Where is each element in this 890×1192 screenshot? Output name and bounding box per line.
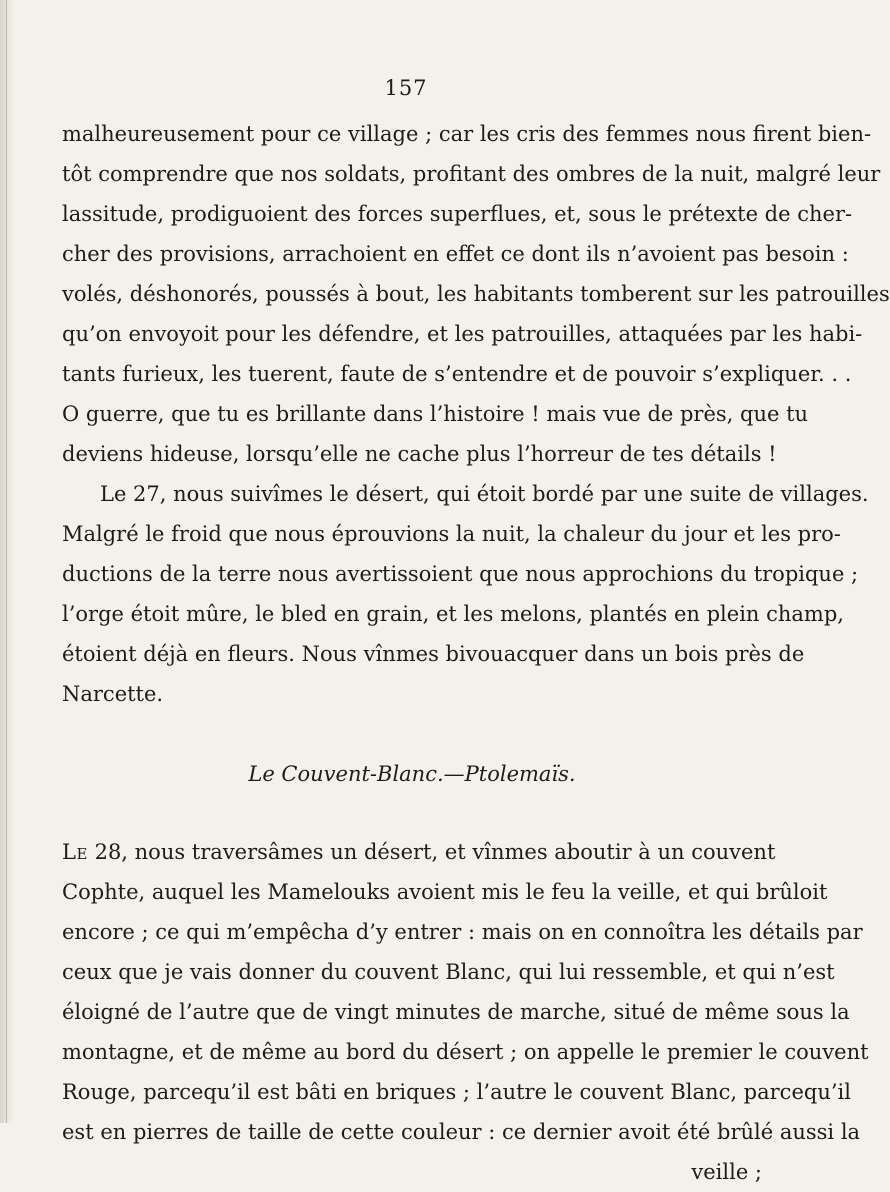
first-line-text: 28, nous traversâmes un désert, et vînmes aboutir à un couvent [87, 840, 776, 864]
text-line: qu’on envoyoit pour les défendre, et les patrouilles, attaquées par les habi- [62, 322, 863, 346]
page-body [62, 114, 890, 1192]
text-line: ductions de la terre nous avertissoient que nous approchions du tropique ; [62, 562, 859, 586]
text-line: tants furieux, les tuerent, faute de s’entendre et de pouvoir s’expliquer. . . [62, 362, 852, 386]
text-line: tôt comprendre que nos soldats, profitant des ombres de la nuit, malgré leur [62, 162, 881, 186]
paragraph-28 [62, 832, 869, 1192]
catchword: veille ; [691, 1160, 762, 1184]
paragraph-continuation [62, 114, 890, 474]
text-line: O guerre, que tu es brillante dans l’histoire ! mais vue de près, que tu [62, 402, 809, 426]
text-line: Narcette. [62, 682, 164, 706]
text-line [62, 832, 776, 872]
text-line: éloigné de l’autre que de vingt minutes de marche, situé de même sous la [62, 1000, 850, 1024]
text-line: cher des provisions, arrachoient en effet ce dont ils n’avoient pas besoin : [62, 242, 849, 266]
text-line: Cophte, auquel les Mamelouks avoient mis le feu la veille, et qui brûloit [62, 880, 828, 904]
text-line: ceux que je vais donner du couvent Blanc, qui lui ressemble, et qui n’est [62, 960, 835, 984]
text-line: deviens hideuse, lorsqu’elle ne cache plus l’horreur de tes détails ! [62, 442, 777, 466]
binding-gutter [0, 0, 14, 1123]
text-line: lassitude, prodiguoient des forces superflues, et, sous le prétexte de cher- [62, 202, 853, 226]
text-line: Malgré le froid que nous éprouvions la nuit, la chaleur du jour et les pro- [62, 522, 841, 546]
text-line: Le 27, nous suivîmes le désert, qui étoit bordé par une suite de villages. [100, 482, 869, 506]
text-line: volés, déshonorés, poussés à bout, les habitants tomberent sur les patrouilles [62, 282, 890, 306]
text-line: malheureusement pour ce village ; car les cris des femmes nous firent bien- [62, 122, 872, 146]
page-number: 157 [384, 76, 428, 100]
text-line: étoient déjà en fleurs. Nous vînmes bivouacquer dans un bois près de [62, 642, 805, 666]
lead-word: Le [62, 840, 88, 864]
gutter-edge-line [6, 0, 7, 1123]
paragraph-27 [62, 474, 869, 714]
text-line: est en pierres de taille de cette couleur : ce dernier avoit été brûlé aussi la [62, 1120, 861, 1144]
text-line: l’orge étoit mûre, le bled en grain, et les melons, plantés en plein champ, [62, 602, 844, 626]
text-line: Rouge, parcequ’il est bâti en briques ; l’autre le couvent Blanc, parcequ’il [62, 1080, 851, 1104]
section-heading: Le Couvent-Blanc.—Ptolemaïs. [248, 762, 576, 786]
text-line: montagne, et de même au bord du désert ; on appelle le premier le couvent [62, 1040, 869, 1064]
text-line: encore ; ce qui m’empêcha d’y entrer : mais on en connoîtra les détails par [62, 920, 863, 944]
